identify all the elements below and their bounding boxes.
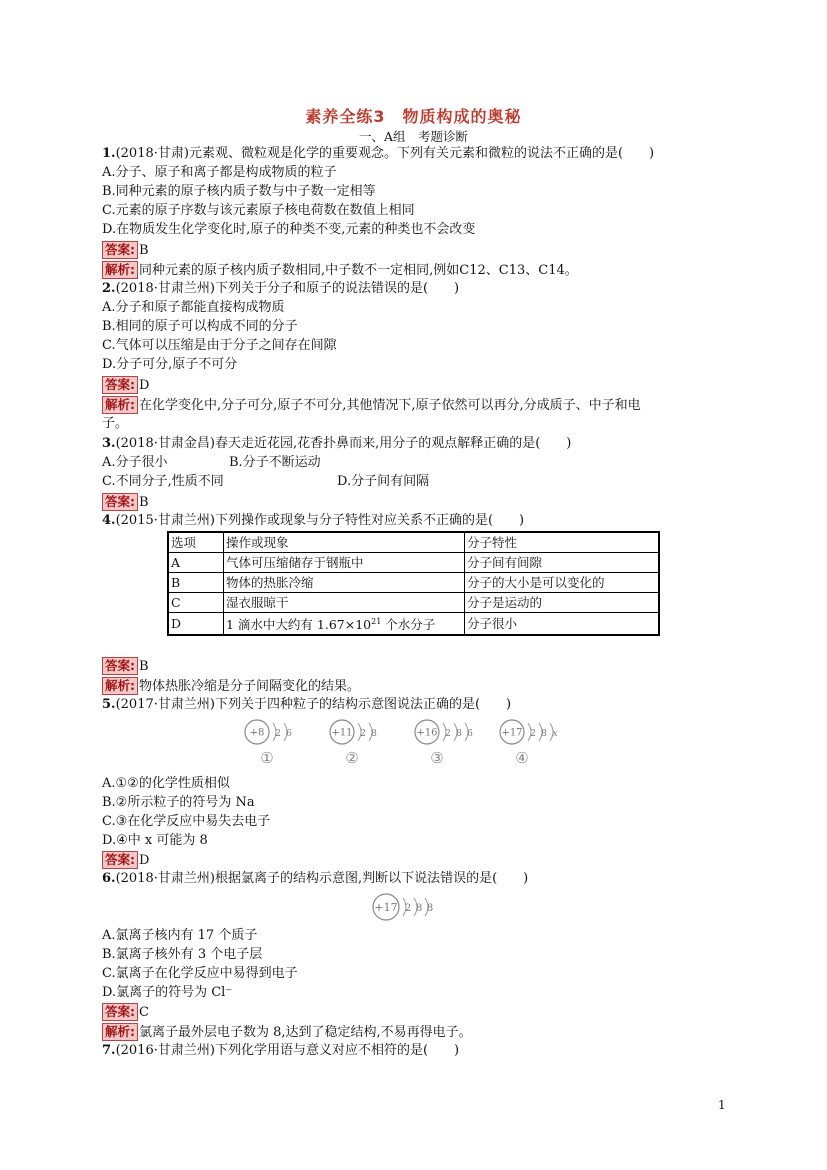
q5-particles — [245, 720, 558, 767]
table-cell: 物体的热胀冷缩 — [224, 573, 465, 593]
shell-electron-count: 8 — [371, 729, 377, 739]
q4-analysis-text: 物体热胀冷缩是分子间隔变化的结果。 — [139, 679, 361, 694]
q2-answer — [102, 376, 149, 395]
q5-answer — [102, 851, 149, 870]
q6-answer — [102, 1003, 149, 1022]
table-cell-text: 个水分子 — [381, 617, 436, 633]
q6-number: 6. — [102, 871, 116, 886]
q6-stem-text: (2018·甘肃兰州)根据氯离子的结构示意图,判断以下说法错误的是( ) — [115, 871, 529, 886]
table-row — [168, 613, 659, 636]
q1-option-a: A.分子、原子和离子都是构成物质的粒子 — [102, 165, 337, 180]
q1-analysis-text: 同种元素的原子核内质子数相同,中子数不一定相同,例如C12、C13、C14。 — [139, 263, 578, 278]
table-cell: 分子很小 — [465, 613, 660, 636]
q1-analysis — [102, 261, 578, 280]
table-header-cell: 选项 — [168, 532, 224, 553]
q4-answer-value: B — [139, 659, 149, 674]
analysis-label: 解析: — [102, 396, 138, 414]
table-cell — [224, 613, 465, 636]
page-title: 素养全练3 物质构成的奥秘 — [305, 107, 522, 126]
q6-analysis-text: 氯离子最外层电子数为 8,达到了稳定结构,不易再得电子。 — [139, 1025, 472, 1040]
shell-electron-count: 2 — [275, 729, 281, 739]
q1-stem-text: (2018·甘肃)元素观、微粒观是化学的重要观念。下列有关元素和微粒的说法不正确的是( ) — [115, 146, 655, 161]
nucleus-charge: +17 — [501, 727, 523, 739]
answer-label: 答案: — [102, 1003, 138, 1021]
analysis-label: 解析: — [102, 1023, 138, 1041]
q5-option-a: A.①②的化学性质相似 — [102, 776, 230, 791]
chloride-ion-diagram — [373, 894, 433, 920]
answer-label: 答案: — [102, 851, 138, 869]
answer-label: 答案: — [102, 241, 138, 259]
q5-structure-diagrams — [236, 714, 596, 772]
q2-answer-value: D — [139, 378, 150, 393]
answer-label: 答案: — [102, 376, 138, 394]
q2-stem — [102, 280, 459, 298]
q6-option-a: A.氯离子核内有 17 个质子 — [102, 928, 258, 943]
q2-option-a: A.分子和原子都能直接构成物质 — [102, 300, 285, 315]
shell-electron-count: 8 — [415, 903, 423, 914]
particle-label: ③ — [430, 749, 444, 767]
table-cell-text: 1 滴水中大约有 1.67×10 — [226, 617, 372, 633]
q1-option-b: B.同种元素的原子核内质子数与中子数一定相等 — [102, 184, 376, 199]
q4-number: 4. — [102, 513, 116, 528]
nucleus-charge: +8 — [249, 727, 265, 739]
q7-number: 7. — [102, 1043, 116, 1058]
q3-option-a: A.分子很小 — [102, 455, 168, 470]
table-cell: 分子是运动的 — [465, 593, 660, 613]
q3-stem — [102, 435, 571, 453]
table-cell: 分子间有间隙 — [465, 553, 660, 573]
shell-electron-count: 2 — [404, 903, 412, 914]
q4-stem-text: (2015·甘肃兰州)下列操作或现象与分子特性对应关系不正确的是( ) — [115, 513, 525, 528]
shell-electron-count: x — [552, 729, 558, 739]
q2-number: 2. — [102, 281, 116, 296]
q5-option-d: D.④中 x 可能为 8 — [102, 833, 208, 848]
nucleus-charge: +16 — [416, 727, 438, 739]
q3-option-d: D.分子间有间隔 — [337, 474, 430, 489]
q5-stem-text: (2017·甘肃兰州)下列关于四种粒子的结构示意图说法正确的是( ) — [115, 697, 512, 712]
q1-option-c: C.元素的原子序数与该元素原子核电荷数在数值上相同 — [102, 203, 415, 218]
q2-analysis-cont: 子。 — [102, 416, 129, 431]
shell-electron-count: 6 — [467, 729, 473, 739]
q6-answer-value: C — [139, 1005, 149, 1020]
table-cell: 气体可压缩储存于钢瓶中 — [224, 553, 465, 573]
shell-electron-count: 2 — [360, 729, 366, 739]
q2-option-d: D.分子可分,原子不可分 — [102, 357, 238, 372]
q4-analysis — [102, 677, 360, 696]
q6-structure-diagram — [366, 890, 466, 926]
q3-answer — [102, 493, 149, 512]
shell-electron-count: 2 — [445, 729, 451, 739]
nucleus-charge: +17 — [374, 900, 398, 914]
table-cell: C — [168, 593, 224, 613]
q1-number: 1. — [102, 146, 116, 161]
q7-stem — [102, 1042, 459, 1060]
table-cell: B — [168, 573, 224, 593]
table-row — [168, 553, 659, 573]
q4-table — [167, 531, 660, 636]
q1-answer-value: B — [139, 243, 149, 258]
q2-option-c: C.气体可以压缩是由于分子之间存在间隙 — [102, 338, 337, 353]
q2-option-b: B.相同的原子可以构成不同的分子 — [102, 319, 298, 334]
q3-option-c: C.不同分子,性质不同 — [102, 474, 224, 489]
table-header-cell: 分子特性 — [465, 532, 660, 553]
q5-answer-value: D — [139, 853, 150, 868]
q3-option-b: B.分子不断运动 — [229, 455, 321, 470]
section-heading: 一、A组 考题诊断 — [358, 129, 469, 144]
answer-label: 答案: — [102, 657, 138, 675]
q6-analysis — [102, 1023, 472, 1042]
q3-stem-text: (2018·甘肃金昌)春天走近花园,花香扑鼻而来,用分子的观点解释正确的是( ) — [115, 436, 572, 451]
q5-option-b: B.②所示粒子的符号为 Na — [102, 795, 255, 810]
particle-label: ④ — [515, 749, 529, 767]
q5-option-c: C.③在化学反应中易失去电子 — [102, 814, 271, 829]
page-number: 1 — [718, 1098, 726, 1112]
q7-stem-text: (2016·甘肃兰州)下列化学用语与意义对应不相符的是( ) — [115, 1043, 460, 1058]
particle-label: ② — [345, 749, 359, 767]
q6-option-d: D.氯离子的符号为 Cl⁻ — [102, 985, 233, 1000]
table-row — [168, 593, 659, 613]
table-header-row — [168, 532, 659, 553]
table-cell: 分子的大小是可以变化的 — [465, 573, 660, 593]
q5-stem — [102, 696, 511, 714]
analysis-label: 解析: — [102, 677, 138, 695]
q1-answer — [102, 241, 149, 260]
shell-electron-count: 8 — [426, 903, 434, 914]
exponent: 21 — [371, 617, 382, 626]
analysis-label: 解析: — [102, 261, 138, 279]
shell-electron-count: 6 — [286, 729, 292, 739]
particle-label: ① — [260, 749, 274, 767]
q2-analysis — [102, 396, 641, 415]
shell-electron-count: 8 — [541, 729, 547, 739]
q1-stem — [102, 145, 654, 163]
nucleus-charge: +11 — [331, 727, 353, 739]
shell-electron-count: 2 — [530, 729, 536, 739]
q3-number: 3. — [102, 436, 116, 451]
q6-option-b: B.氯离子核外有 3 个电子层 — [102, 947, 263, 962]
q3-answer-value: B — [139, 495, 149, 510]
shell-electron-count: 8 — [456, 729, 462, 739]
q4-stem — [102, 512, 524, 530]
q6-option-c: C.氯离子在化学反应中易得到电子 — [102, 966, 298, 981]
q6-stem — [102, 870, 528, 888]
q2-analysis-text: 在化学变化中,分子可分,原子不可分,其他情况下,原子依然可以再分,分成质子、中子和电 — [139, 398, 641, 413]
table-row — [168, 573, 659, 593]
table-cell: 湿衣服晾干 — [224, 593, 465, 613]
table-cell: D — [168, 613, 224, 636]
q4-answer — [102, 657, 149, 676]
q5-number: 5. — [102, 697, 116, 712]
answer-label: 答案: — [102, 493, 138, 511]
q2-stem-text: (2018·甘肃兰州)下列关于分子和原子的说法错误的是( ) — [115, 281, 460, 296]
table-cell: A — [168, 553, 224, 573]
q1-option-d: D.在物质发生化学变化时,原子的种类不变,元素的种类也不会改变 — [102, 222, 476, 237]
table-header-cell: 操作或现象 — [224, 532, 465, 553]
